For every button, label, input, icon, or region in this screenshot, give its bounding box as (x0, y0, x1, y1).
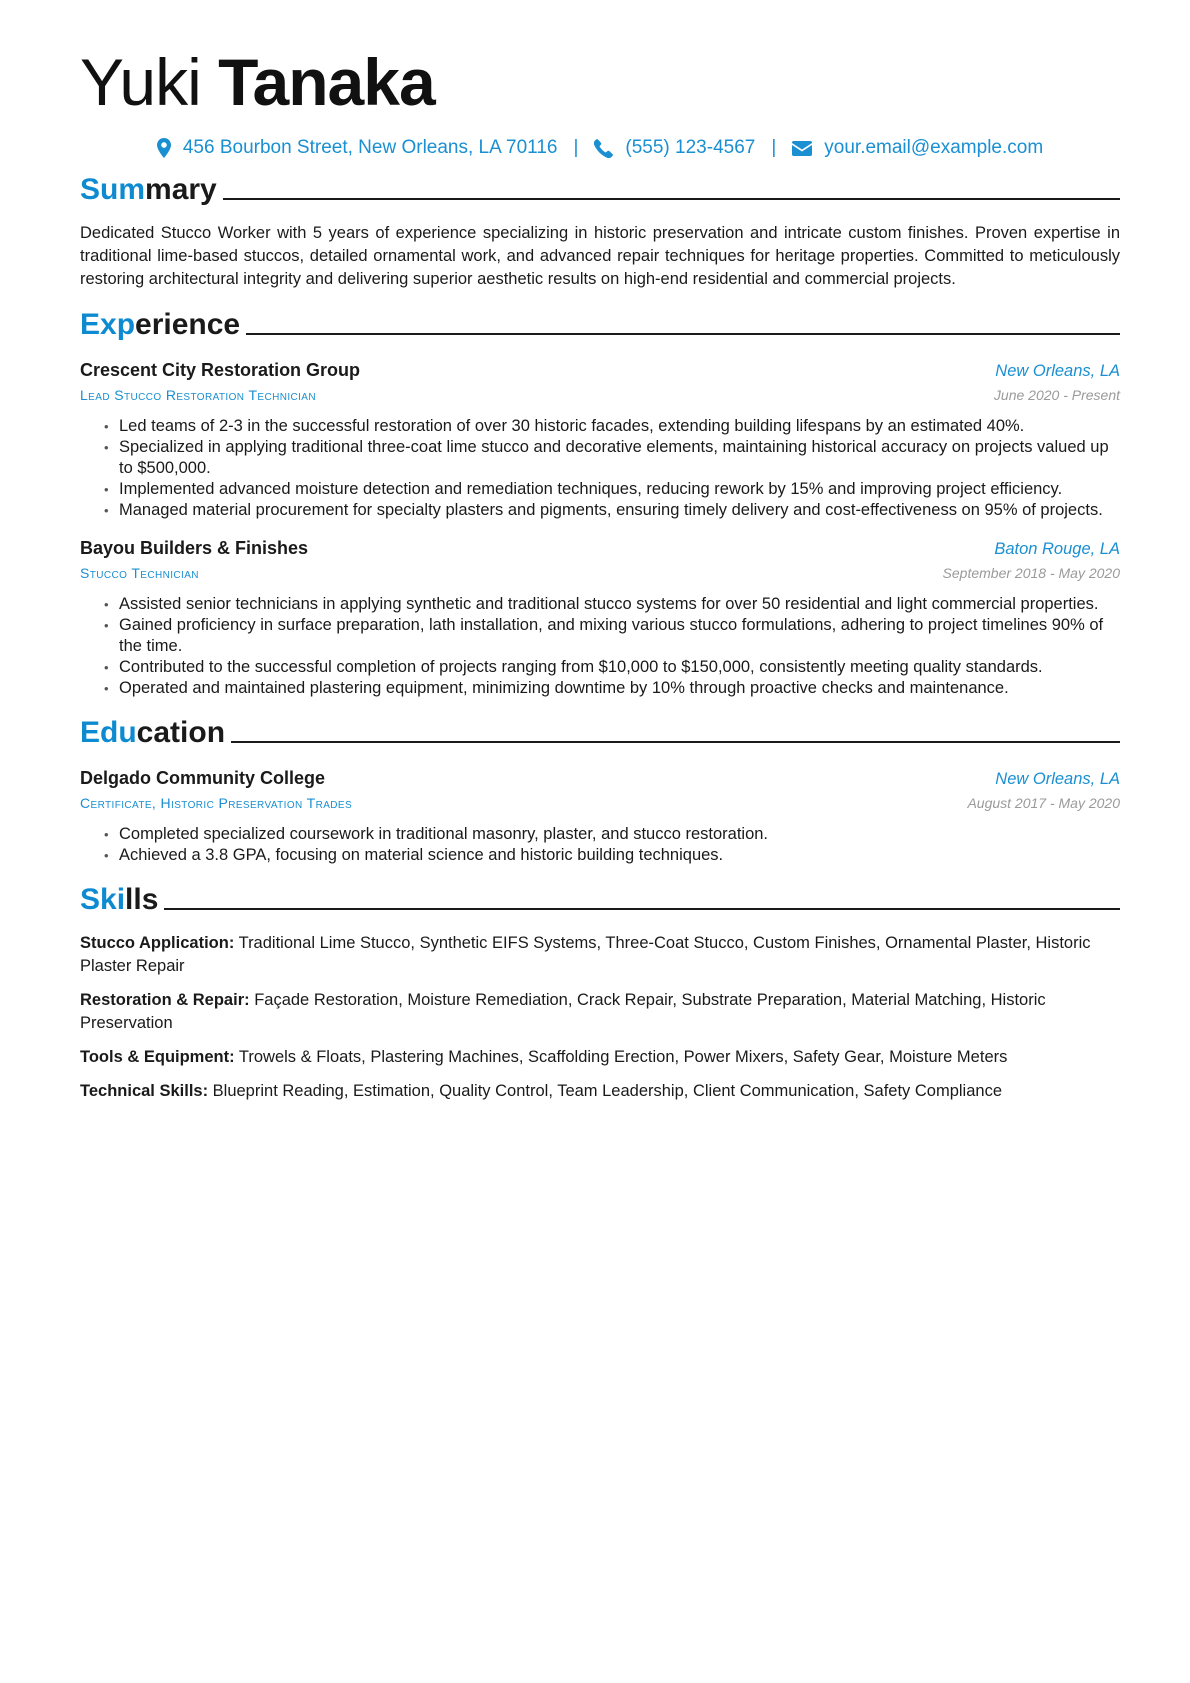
employer-name: Crescent City Restoration Group (80, 360, 361, 380)
skills-title-rest: lls (125, 883, 159, 916)
skill-row (80, 989, 1120, 1035)
employer-location: New Orleans, LA (995, 362, 1120, 380)
experience-title-rest: erience (135, 308, 241, 341)
envelope-icon (792, 141, 812, 156)
list-item: • Assisted senior technicians in applying synthetic and traditional stucco systems for over 50 residential and light commercial properties. (104, 594, 1120, 615)
experience-heading (80, 303, 1120, 343)
education-title-rest: cation (136, 716, 226, 749)
list-item: • Managed material procurement for specialty plasters and pigments, ensuring timely delivery and cost-effectiveness on 95% of projects. (104, 500, 1120, 521)
skills-heading (80, 878, 1120, 918)
contact-separator: | (573, 137, 579, 158)
address-item (157, 137, 558, 159)
skill-value: Façade Restoration, Moisture Remediation, Crack Repair, Substrate Preparation, Material Matching, Historic Preservation (80, 991, 1046, 1032)
summary-heading (80, 168, 1120, 208)
section-rule (164, 908, 1120, 910)
skill-row (80, 932, 1120, 978)
employer-location: Baton Rouge, LA (994, 540, 1120, 558)
list-item: • Achieved a 3.8 GPA, focusing on material science and historic building techniques. (104, 845, 1120, 866)
email-text[interactable]: your.email@example.com (824, 137, 1044, 158)
skill-label: Technical Skills: (80, 1082, 209, 1100)
skill-label: Tools & Equipment: (80, 1048, 235, 1066)
job-title: Stucco Technician (80, 565, 199, 581)
list-item: • Contributed to the successful completion of projects ranging from $10,000 to $150,000, consistently meeting quality standards. (104, 657, 1120, 678)
school-location: New Orleans, LA (995, 770, 1120, 788)
email-item[interactable] (792, 137, 1043, 159)
education-bullets (80, 824, 1120, 866)
employer-name: Bayou Builders & Finishes (80, 538, 309, 558)
education-entry (80, 765, 1120, 866)
map-pin-icon (157, 138, 171, 158)
education-dates: August 2017 - May 2020 (967, 795, 1120, 811)
skill-label: Restoration & Repair: (80, 991, 250, 1009)
resume-page (80, 40, 1120, 1114)
experience-entry (80, 357, 1120, 521)
job-bullets (80, 594, 1120, 699)
list-item: • Gained proficiency in surface preparation, lath installation, and mixing various stucco formulations, adhering to project timelines 90% of the time. (104, 615, 1120, 657)
candidate-name (80, 40, 1120, 124)
phone-icon (594, 139, 613, 158)
first-name: Yuki (80, 45, 201, 119)
contact-separator: | (771, 137, 777, 158)
section-rule (231, 741, 1120, 743)
skill-value: Traditional Lime Stucco, Synthetic EIFS Systems, Three-Coat Stucco, Custom Finishes, Ornamental Plaster, Historic Plaster Repair (80, 934, 1091, 975)
phone-item (594, 137, 755, 159)
address-text: 456 Bourbon Street, New Orleans, LA 70116 (182, 137, 558, 158)
phone-text: (555) 123-4567 (625, 137, 756, 158)
degree-title: Certificate, Historic Preservation Trades (80, 795, 353, 811)
last-name: Tanaka (218, 45, 435, 119)
skill-label: Stucco Application: (80, 934, 235, 952)
section-rule (223, 198, 1120, 200)
skills-list (80, 932, 1120, 1103)
job-bullets (80, 416, 1120, 521)
summary-title-rest: mary (145, 173, 217, 206)
list-item: • Led teams of 2-3 in the successful restoration of over 30 historic facades, extending building lifespans by an estimated 40%. (104, 416, 1120, 437)
education-heading (80, 711, 1120, 751)
list-item: • Operated and maintained plastering equipment, minimizing downtime by 10% through proactive checks and maintenance. (104, 678, 1120, 699)
job-title: Lead Stucco Restoration Technician (80, 387, 317, 403)
education-title-accent: Edu (80, 716, 137, 749)
school-name: Delgado Community College (80, 768, 326, 788)
skill-row (80, 1080, 1120, 1103)
contact-line (80, 134, 1120, 162)
list-item: • Completed specialized coursework in traditional masonry, plaster, and stucco restoration. (104, 824, 1120, 845)
summary-title-accent: Sum (80, 173, 146, 206)
job-dates: June 2020 - Present (993, 387, 1120, 403)
list-item: • Specialized in applying traditional three-coat lime stucco and decorative elements, maintaining historical accuracy on projects valued up to $500,000. (104, 437, 1120, 479)
experience-title-accent: Exp (80, 308, 136, 341)
experience-entry (80, 535, 1120, 699)
section-rule (246, 333, 1120, 335)
summary-text: Dedicated Stucco Worker with 5 years of experience specializing in historic preservation and intricate custom finishes. Proven expertise in traditional lime-based stuccos, detailed ornamental work, and advanced repair techniques for heritage properties. Committed to meticulously restoring architectural integrity and delivering superior aesthetic results on high-end residential and commercial projects. (80, 224, 1120, 288)
skills-title-accent: Ski (80, 883, 126, 916)
skill-value: Blueprint Reading, Estimation, Quality Control, Team Leadership, Client Communication, Safety Compliance (208, 1082, 1002, 1100)
skill-value: Trowels & Floats, Plastering Machines, Scaffolding Erection, Power Mixers, Safety Gear, Moisture Meters (234, 1048, 1008, 1066)
skill-row (80, 1046, 1120, 1069)
list-item: • Implemented advanced moisture detection and remediation techniques, reducing rework by 15% and improving project efficiency. (104, 479, 1120, 500)
job-dates: September 2018 - May 2020 (942, 565, 1120, 581)
